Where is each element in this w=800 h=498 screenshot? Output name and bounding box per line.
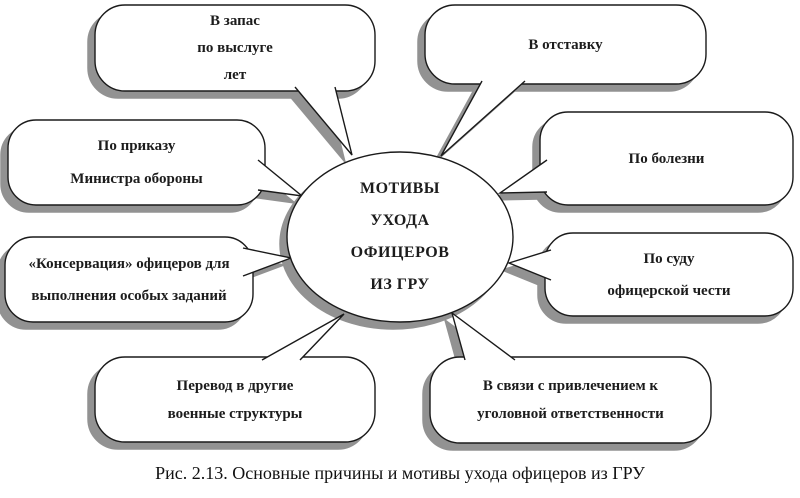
callout-line: В запас <box>210 12 260 29</box>
callout-line: уголовной ответственности <box>477 406 664 422</box>
callout-line: «Консервация» офицеров для <box>28 255 230 272</box>
callout-line: лет <box>223 66 247 83</box>
center-line: ИЗ ГРУ <box>370 276 430 293</box>
callout-conservation-special-tasks <box>5 237 291 322</box>
callout-minister-of-defense-order <box>8 120 302 205</box>
callout-transfer-to-other-military <box>95 314 375 442</box>
callout-line: выполнения особых заданий <box>31 287 227 304</box>
callout-officer-honor-court <box>509 233 793 316</box>
center-line: ОФИЦЕРОВ <box>350 244 450 261</box>
callout-line: В связи с привлечением к <box>482 378 659 394</box>
center-line: МОТИВЫ <box>359 180 441 197</box>
callout-line: Министра обороны <box>70 170 203 187</box>
callout-line: По суду <box>643 250 695 267</box>
callout-illness <box>500 112 793 205</box>
callout-line: офицерской чести <box>607 282 731 299</box>
figure-caption: Рис. 2.13. Основные причины и мотивы ухода офицеров из ГРУ <box>155 463 645 483</box>
callout-line: По болезни <box>628 150 705 167</box>
callout-line: По приказу <box>97 137 176 154</box>
callout-criminal-liability <box>430 313 711 443</box>
callout-line: В отставку <box>528 36 603 53</box>
callout-line: по выслуге <box>197 39 273 56</box>
center-ellipse <box>287 152 513 322</box>
center-line: УХОДА <box>370 212 430 229</box>
callout-line: военные структуры <box>167 405 303 422</box>
callout-line: Перевод в другие <box>176 377 294 394</box>
